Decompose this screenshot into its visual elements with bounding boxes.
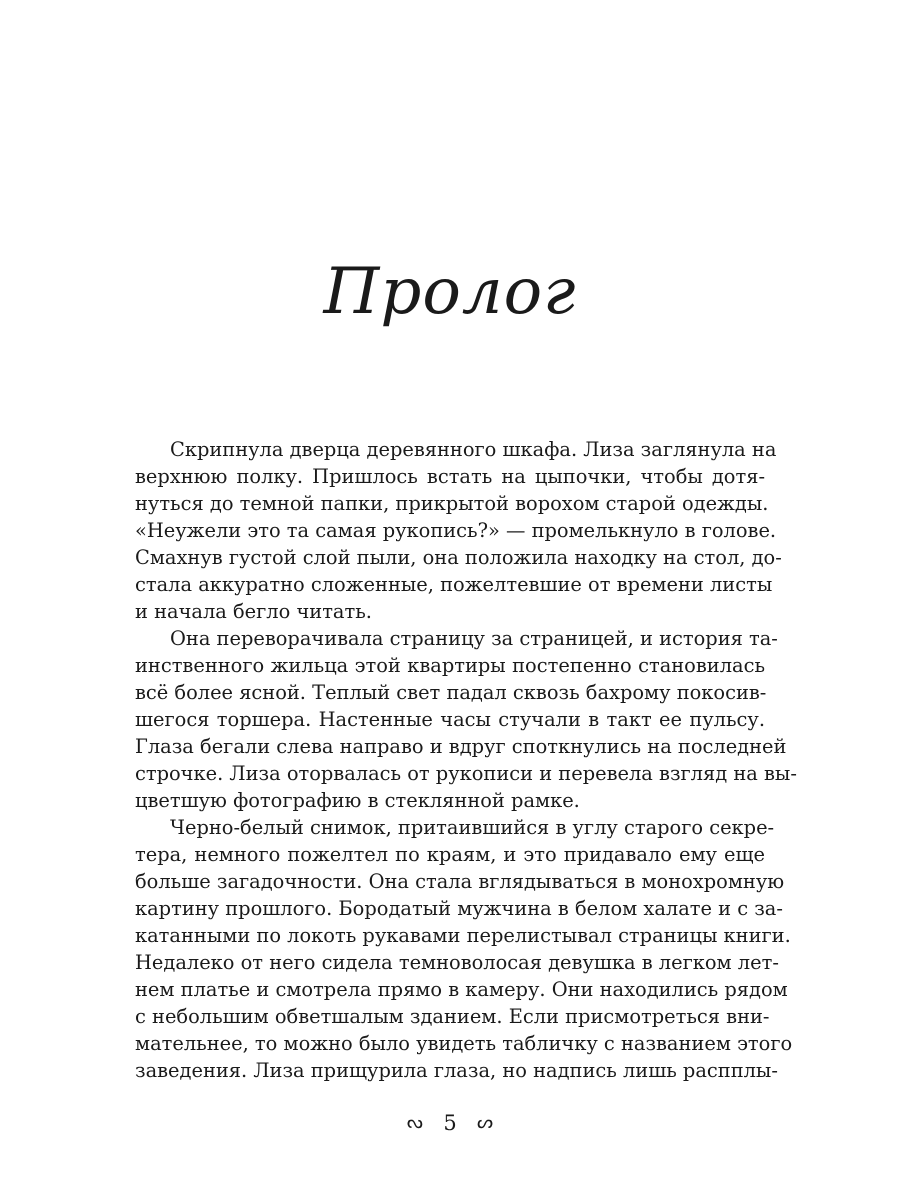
text-line: шегося торшера. Настенные часы стучали в такт ее пульсу. xyxy=(135,708,765,731)
text-line: всё более ясной. Теплый свет падал сквозь бахрому покосив- xyxy=(135,681,767,704)
text-line: нем платье и смотрела прямо в камеру. Они находились рядом xyxy=(135,978,788,1001)
chapter-title: Пролог xyxy=(323,255,577,329)
text-line: цветшую фотографию в стеклянной рамке. xyxy=(135,789,580,812)
text-line: инственного жильца этой квартиры постепенно становилась xyxy=(135,654,765,677)
text-line: Глаза бегали слева направо и вдруг споткнулись на последней xyxy=(135,735,787,758)
text-line: Она переворачивала страницу за страницей, и история та- xyxy=(170,627,778,650)
text-line: Скрипнула дверца деревянного шкафа. Лиза заглянула на xyxy=(170,438,777,461)
paragraph xyxy=(135,625,797,814)
text-line: катанными по локоть рукавами перелистывал страницы книги. xyxy=(135,924,791,947)
body-text xyxy=(135,436,797,1084)
text-line: с небольшим обветшалым зданием. Если присмотреться вни- xyxy=(135,1005,770,1028)
text-line: Смахнув густой слой пыли, она положила находку на стол, до- xyxy=(135,546,782,569)
page-footer xyxy=(0,1108,900,1136)
text-line: «Неужели это та самая рукопись?» — промелькнуло в голове. xyxy=(135,519,777,542)
paragraph xyxy=(135,814,793,1084)
ornament-right-icon: ᔕ xyxy=(477,1111,494,1133)
text-line: заведения. Лиза прищурила глаза, но надпись лишь распплы- xyxy=(135,1059,778,1082)
text-line: мательнее, то можно было увидеть табличку с названием этого xyxy=(135,1032,793,1055)
text-line: Черно-белый снимок, притаившийся в углу старого секре- xyxy=(170,816,775,839)
text-line: тера, немного пожелтел по краям, и это придавало ему еще xyxy=(135,843,765,866)
text-line: и начала бегло читать. xyxy=(135,600,372,623)
text-line: верхнюю полку. Пришлось встать на цыпочки, чтобы дотя- xyxy=(135,465,765,488)
paragraph xyxy=(135,436,782,625)
page-number: 5 xyxy=(443,1110,457,1135)
text-line: больше загадочности. Она стала вглядываться в монохромную xyxy=(135,870,785,893)
text-line: нуться до темной папки, прикрытой ворохом старой одежды. xyxy=(135,492,769,515)
text-line: картину прошлого. Бородатый мужчина в белом халате и с за- xyxy=(135,897,783,920)
text-line: строчке. Лиза оторвалась от рукописи и перевела взгляд на вы- xyxy=(135,762,797,785)
text-line: Недалеко от него сидела темноволосая девушка в легком лет- xyxy=(135,951,779,974)
ornament-left-icon: ᔓ xyxy=(406,1111,423,1133)
text-line: стала аккуратно сложенные, пожелтевшие от времени листы xyxy=(135,573,773,596)
